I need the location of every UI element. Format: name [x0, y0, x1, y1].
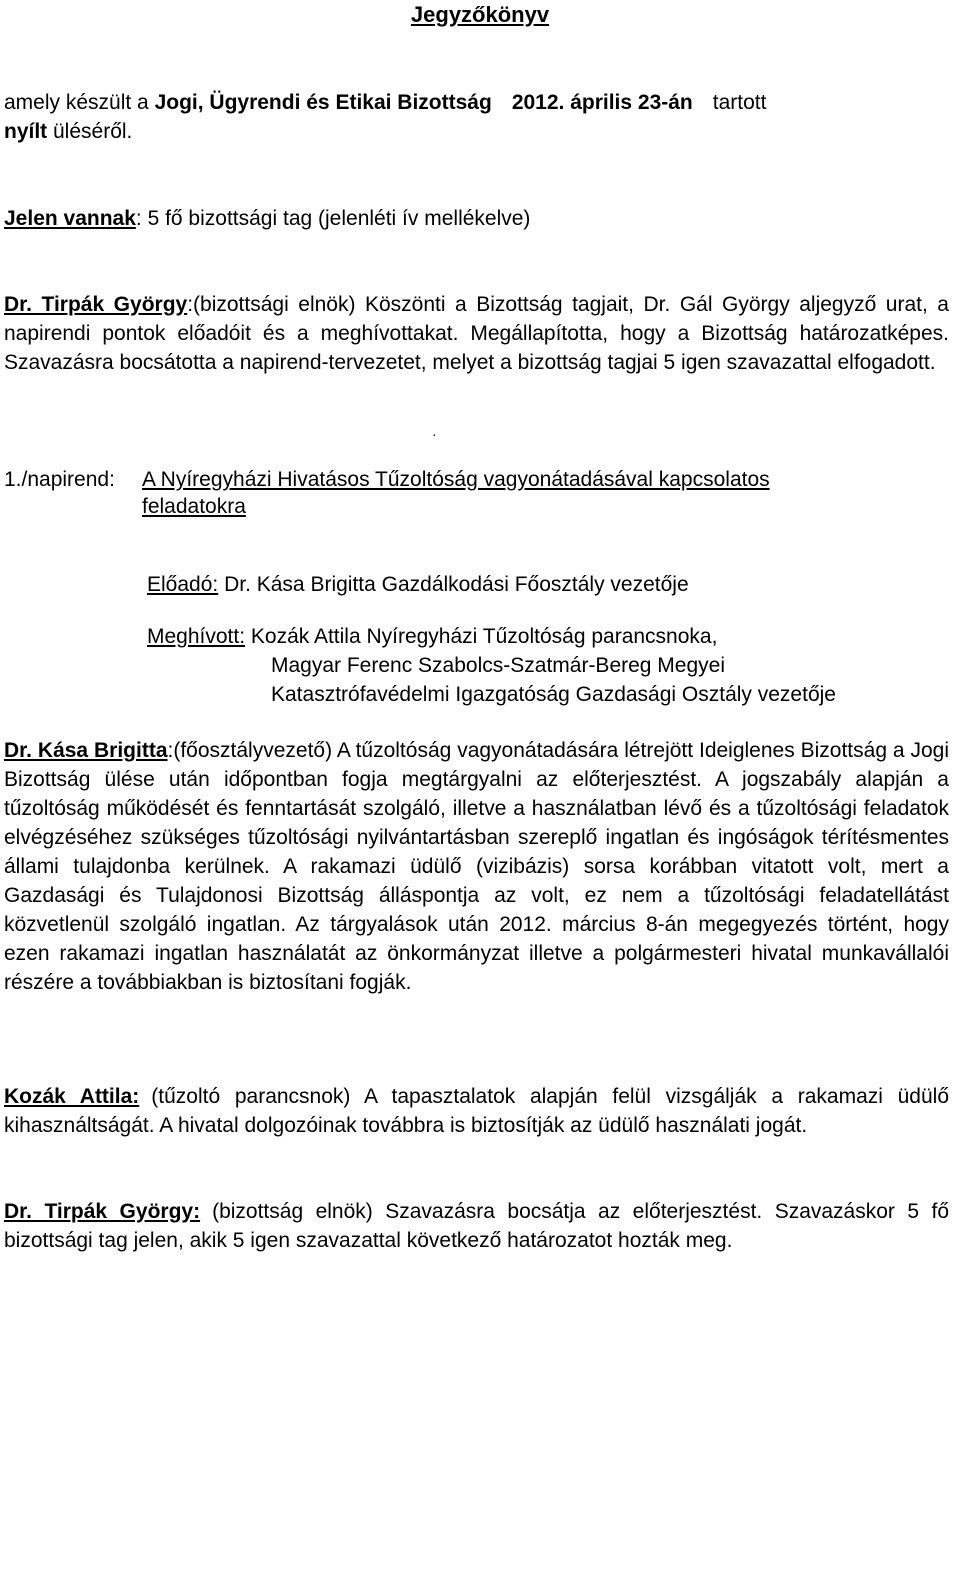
- intro-paragraph: [4, 88, 949, 146]
- open-label: nyílt: [4, 120, 48, 143]
- chair-intro-text: :(bizottsági elnök) Köszönti a Bizottság tagjait, Dr. Gál György aljegyző urat, a napirendi pontok előadóit és a meghívottakat. Megállapította, hogy a Bizottság határozatképes. Szavazásra bocsátotta a napirend-tervezetet, melyet a bizottság tagjai 5 igen szavazattal elfogadott.: [4, 293, 949, 374]
- intro-text-1: amely készült a: [4, 91, 155, 114]
- tirpak-vote-paragraph: [4, 1197, 949, 1255]
- kozak-speaker: Kozák Attila:: [4, 1085, 140, 1108]
- presenter-text: Dr. Kása Brigitta Gazdálkodási Főosztály vezetője: [218, 573, 689, 596]
- invited-line2: Magyar Ferenc Szabolcs-Szatmár-Bereg Megyei: [271, 654, 726, 677]
- invited-label: Meghívott:: [147, 625, 246, 648]
- presenter-line: [147, 570, 947, 599]
- invited-line3: Katasztrófavédelmi Igazgatóság Gazdasági Osztály vezetője: [271, 683, 836, 706]
- stray-dot: ·: [432, 426, 437, 442]
- presenter-label: Előadó:: [147, 573, 219, 596]
- invited-block: [147, 622, 947, 709]
- present-text: : 5 fő bizottsági tag (jelenléti ív mellékelve): [135, 207, 531, 230]
- kozak-text: (tűzoltó parancsnok) A tapasztalatok alapján felül vizsgálják a rakamazi üdülő kihasználtságát. A hivatal dolgozóinak továbbra is biztosítják az üdülő használati jogát.: [4, 1085, 949, 1137]
- kozak-paragraph: [4, 1082, 949, 1140]
- invited-line1: Kozák Attila Nyíregyházi Tűzoltóság parancsnoka,: [245, 625, 718, 648]
- kasa-speaker: Dr. Kása Brigitta: [4, 739, 168, 762]
- committee-name: Jogi, Ügyrendi és Etikai Bizottság: [154, 91, 492, 114]
- intro-text-3: üléséről.: [47, 120, 133, 143]
- meeting-date: 2012. április 23-án: [511, 91, 693, 114]
- agenda-title-line2: feladatokra: [142, 495, 246, 518]
- agenda-item: [4, 466, 949, 520]
- tirpak-vote-text: (bizottság elnök) Szavazásra bocsátja az előterjesztést. Szavazáskor 5 fő bizottsági tag jelen, akik 5 igen szavazattal következő határozatot hozták meg.: [4, 1200, 950, 1252]
- agenda-title-line1: A Nyíregyházi Hivatásos Tűzoltóság vagyonátadásával kapcsolatos: [142, 468, 770, 491]
- intro-text-2: tartott: [712, 91, 767, 114]
- tirpak-vote-speaker: Dr. Tirpák György:: [4, 1200, 201, 1223]
- document-title: Jegyzőkönyv: [410, 2, 550, 27]
- kasa-text: :(főosztályvezető) A tűzoltóság vagyonátadására létrejött Ideiglenes Bizottság a Jogi Bizottság ülése után időpontban fogja megtárgyalni az előterjesztést. A jogszabály alapján a tűzoltóság működését és fenntartását szolgáló, illetve a használatban lévő és a tűzoltósági feladatok elvégzéséhez szükséges tűzoltósági nyilvántartásban szereplő ingatlan és ingóságok térítésmentes állami tulajdonba kerülnek. A rakamazi üdülő (vizibázis) sorsa korábban vitatott volt, mert a Gazdasági és Tulajdonosi Bizottság álláspontja az volt, ez nem a tűzoltósági feladatellátást közvetlenül szolgáló ingatlan. Az tárgyalások után 2012. március 8-án megegyezés történt, hogy ezen rakamazi ingatlan használatát az önkormányzat illetve a polgármesteri hivatal munkavállalói részére a továbbiakban is biztosítani fogják.: [4, 739, 949, 994]
- agenda-number: 1./napirend:: [4, 468, 115, 491]
- kasa-paragraph: [4, 736, 949, 997]
- present-label: Jelen vannak: [4, 207, 136, 230]
- present-paragraph: [4, 204, 949, 233]
- chair-intro-paragraph: [4, 290, 949, 377]
- chair-speaker: Dr. Tirpák György: [4, 293, 188, 316]
